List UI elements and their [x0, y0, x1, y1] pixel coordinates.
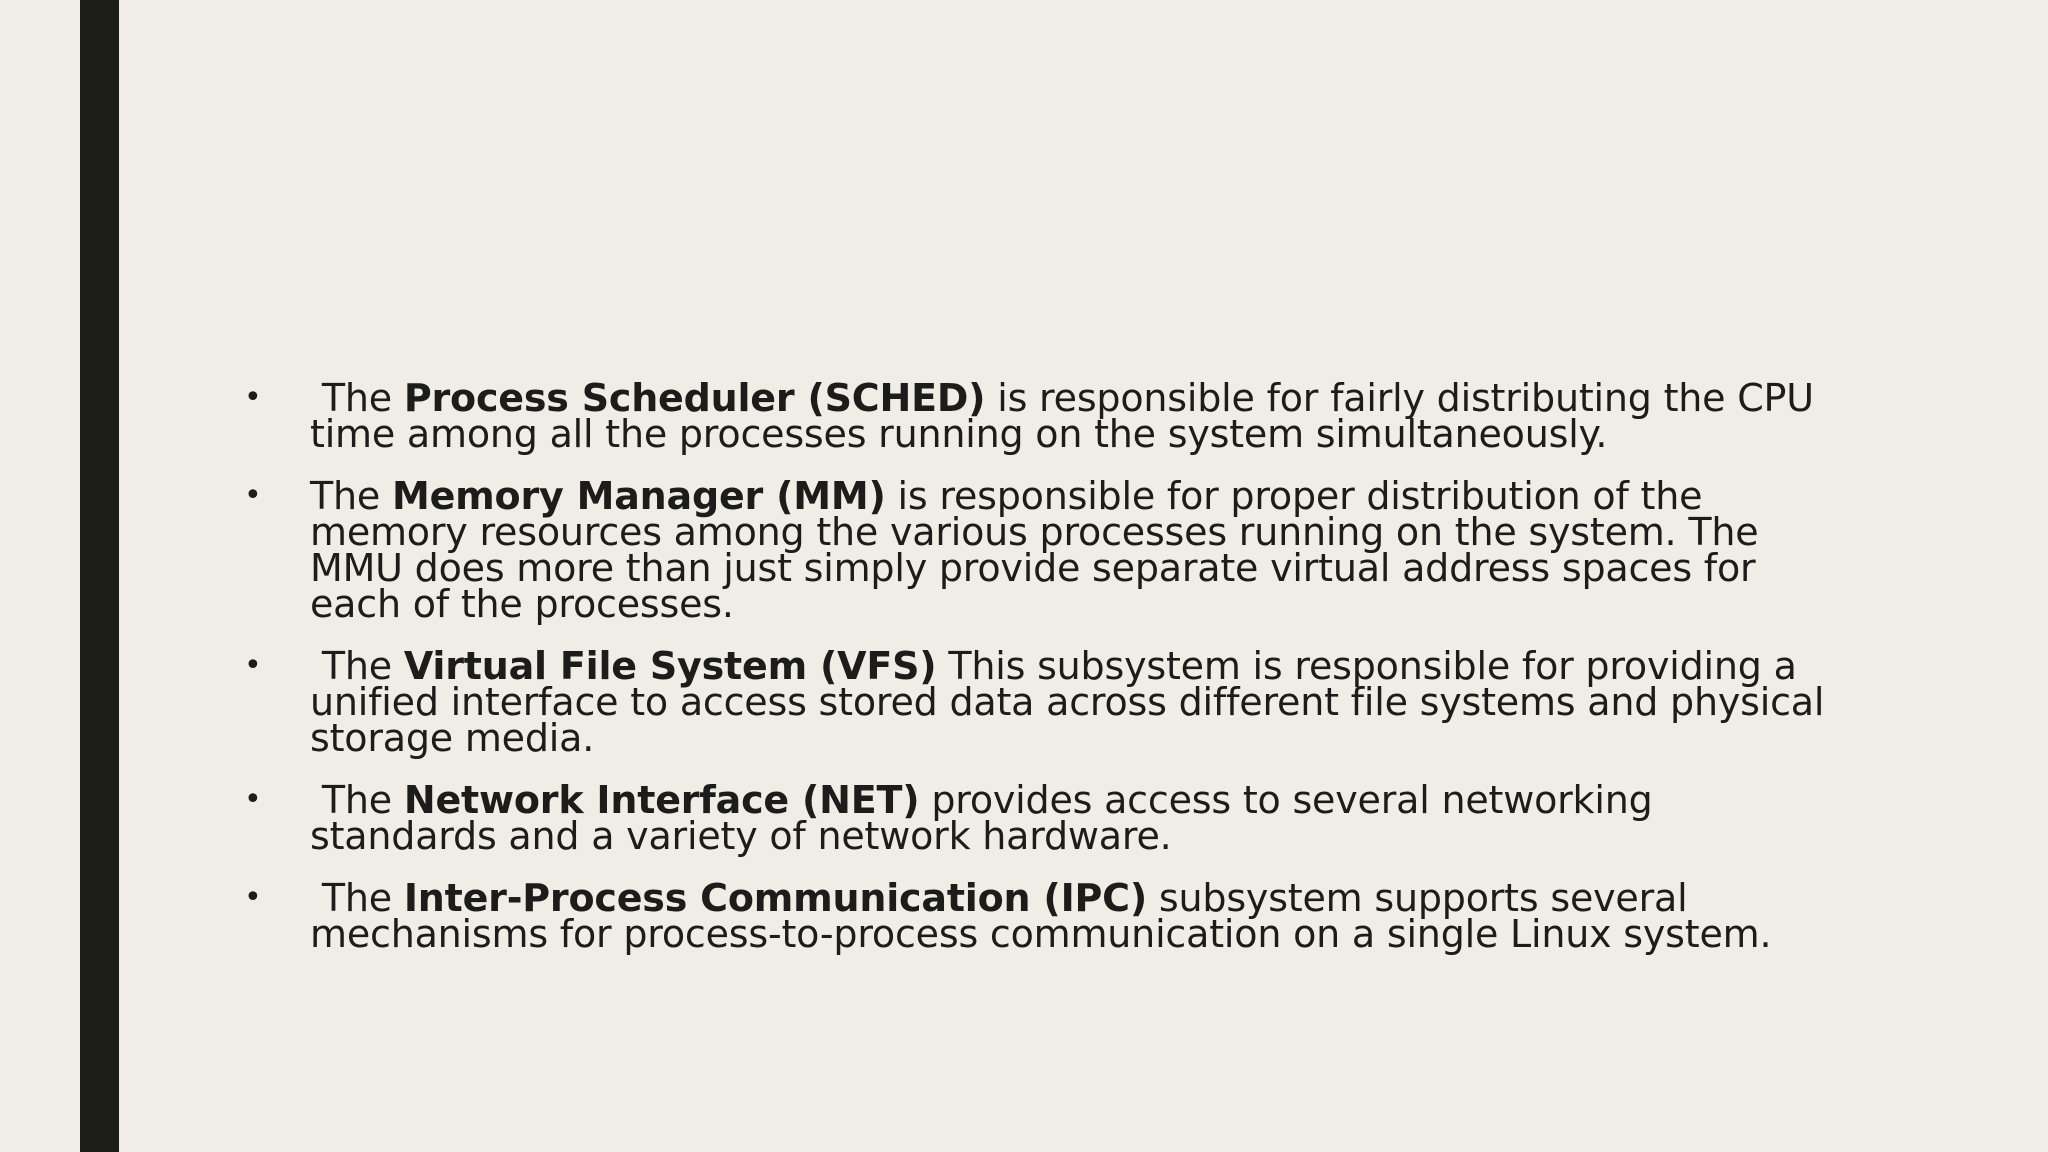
bullet-text [310, 644, 1824, 760]
bullet-item-mm [244, 474, 1844, 626]
bullet-description: provides access to several networking standards and a variety of network hardware. [310, 778, 1653, 858]
bullet-term: Memory Manager (MM) [391, 474, 886, 518]
bullet-dot-icon: • [244, 648, 262, 683]
bullet-lead: The [310, 876, 404, 920]
bullet-item-vfs [244, 644, 1844, 760]
bullet-item-ipc [244, 876, 1844, 956]
bullet-item-sched [244, 376, 1844, 456]
bullet-description: This subsystem is responsible for providing a unified interface to access stored data across different file systems and physical storage media. [310, 644, 1825, 760]
left-accent-bar [80, 0, 119, 1152]
bullet-description: is responsible for proper distribution of the memory resources among the various processes running on the system. The MMU does more than just simply provide separate virtual address spaces for each of the processes. [310, 474, 1759, 626]
bullet-lead: The [310, 376, 404, 420]
bullet-description: is responsible for fairly distributing the CPU time among all the processes running on the system simultaneously. [310, 376, 1814, 456]
bullet-text [310, 376, 1814, 456]
bullet-term: Virtual File System (VFS) [403, 644, 937, 688]
bullet-list [244, 376, 1844, 978]
bullet-term: Network Interface (NET) [403, 778, 920, 822]
bullet-lead: The [310, 778, 404, 822]
bullet-text [310, 474, 1758, 626]
bullet-text [310, 778, 1653, 858]
bullet-lead: The [310, 474, 392, 518]
bullet-dot-icon: • [244, 880, 262, 915]
bullet-dot-icon: • [244, 782, 262, 817]
bullet-description: subsystem supports several mechanisms for process-to-process communication on a single Linux system. [310, 876, 1772, 956]
bullet-term: Process Scheduler (SCHED) [403, 376, 986, 420]
bullet-lead: The [310, 644, 404, 688]
bullet-dot-icon: • [244, 478, 262, 513]
bullet-dot-icon: • [244, 380, 262, 415]
bullet-item-net [244, 778, 1844, 858]
bullet-term: Inter-Process Communication (IPC) [403, 876, 1148, 920]
bullet-text [310, 876, 1771, 956]
